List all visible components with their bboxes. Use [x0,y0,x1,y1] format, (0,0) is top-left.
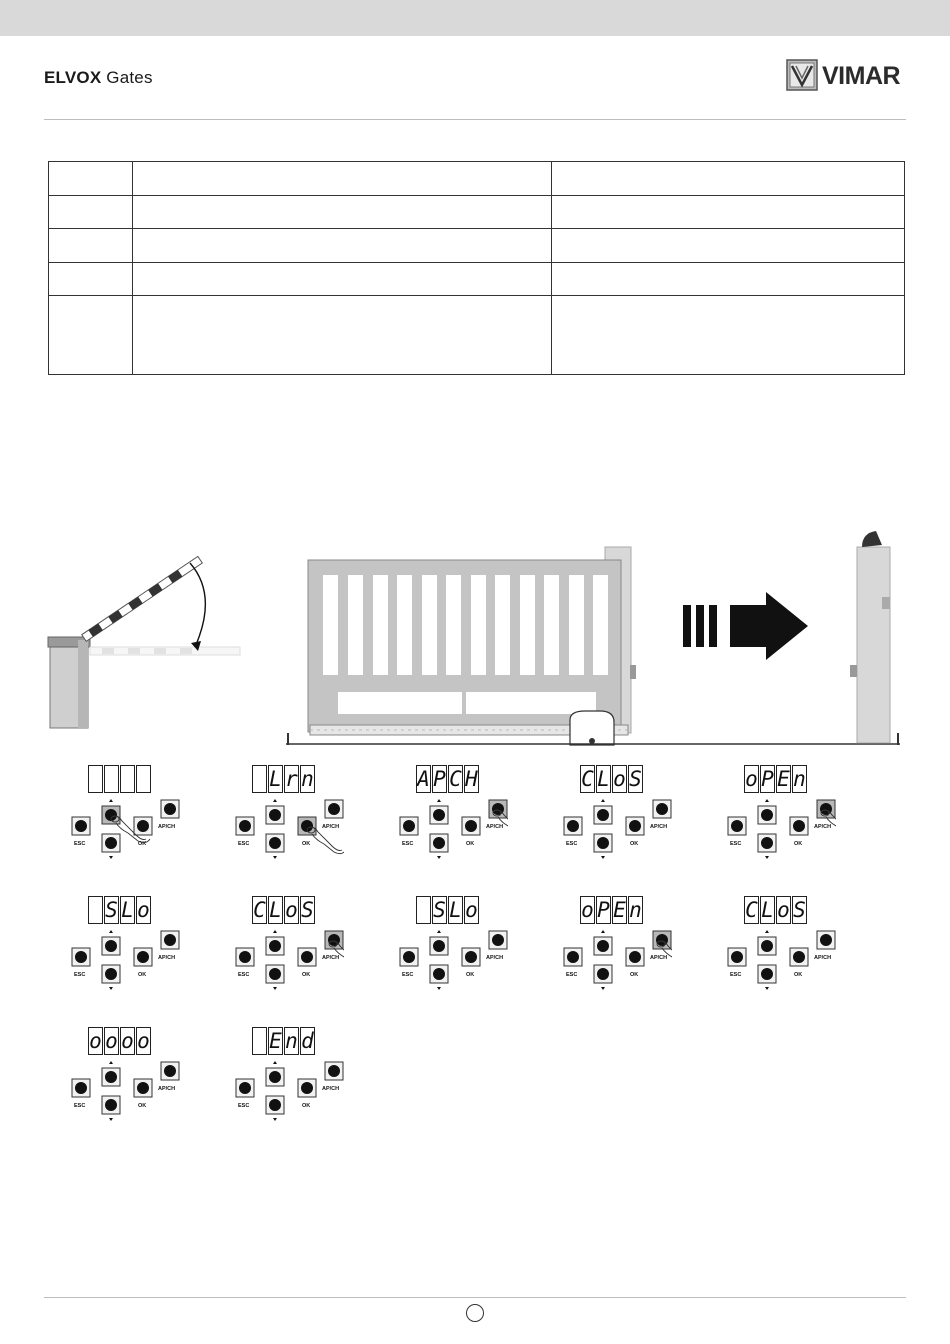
arrow-up-icon [601,799,605,802]
apch-label: AP/CH [322,955,340,961]
seven-segment-display [416,896,480,924]
table-cell [552,263,905,296]
display-digit: o [89,1029,102,1053]
display-digit: E [613,898,626,922]
arrow-down-icon [109,1118,113,1121]
ok-button[interactable] [462,948,480,966]
display-digit: o [465,898,478,922]
down-button[interactable] [430,965,448,983]
esc-label: ESC [238,972,250,978]
up-button[interactable] [758,806,776,824]
display-digit [136,765,151,793]
seven-segment-display [744,896,808,924]
down-button[interactable] [102,834,120,852]
keypad-step-5 [696,765,836,875]
display-digit [252,1027,267,1055]
ok-button[interactable] [134,948,152,966]
down-button[interactable] [266,1096,284,1114]
display-digit: o [285,898,298,922]
ok-label: OK [794,972,803,978]
keypad-step-10 [696,896,836,1006]
display-digit: S [433,898,446,922]
apch-button[interactable] [161,931,179,949]
keypad-step-9 [532,896,672,1006]
keypad-buttons [696,799,836,875]
display-digit: P [597,898,610,922]
display-digit: o [137,898,150,922]
ok-label: OK [138,841,147,847]
ok-label: OK [302,841,311,847]
display-digit: o [105,1029,118,1053]
table-row [49,229,905,263]
keypad-buttons [204,1061,344,1137]
display-digit: o [137,1029,150,1053]
down-button[interactable] [102,1096,120,1114]
esc-button[interactable] [400,817,418,835]
display-digit [252,765,267,793]
ok-button[interactable] [298,1079,316,1097]
ok-label: OK [302,1103,311,1109]
keypad-buttons [368,799,508,875]
display-digit: L [761,898,774,922]
keypad-step-4 [532,765,672,875]
display-digit: S [105,898,118,922]
up-button[interactable] [266,806,284,824]
display-digit: S [629,767,642,791]
table-cell [49,263,133,296]
seven-segment-display [252,765,316,793]
keypad-step-12 [204,1027,344,1137]
seven-segment-display [88,765,152,793]
ok-label: OK [138,972,147,978]
display-digit [104,765,119,793]
table-cell [132,196,552,229]
keypad-buttons [532,799,672,875]
display-digit: o [613,767,626,791]
table-cell [132,296,552,375]
arrow-up-icon [273,799,277,802]
apch-button[interactable] [325,1062,343,1080]
table-cell [132,229,552,263]
display-digit: L [269,767,282,791]
display-digit: E [269,1029,282,1053]
ok-button[interactable] [626,817,644,835]
keypad-buttons [40,930,180,1006]
brand-bold: ELVOX [44,68,102,87]
ok-button[interactable] [626,948,644,966]
ok-label: OK [630,972,639,978]
display-digit: o [121,1029,134,1053]
apch-label: AP/CH [486,824,504,830]
apch-button[interactable] [653,800,671,818]
seven-segment-display [744,765,808,793]
gate-installation-illustration [40,525,920,750]
down-button[interactable] [594,834,612,852]
apch-button[interactable] [817,931,835,949]
esc-button[interactable] [728,948,746,966]
sliding-gate-icon [286,547,900,745]
arrow-up-icon [109,799,113,802]
esc-label: ESC [402,972,414,978]
apch-label: AP/CH [814,955,832,961]
page-number-circle [466,1304,484,1322]
up-button[interactable] [102,1068,120,1086]
arrow-right-icon [683,592,808,660]
display-digit: o [777,898,790,922]
top-bar [0,0,950,36]
arrow-up-icon [765,930,769,933]
seven-segment-display [252,896,316,924]
table-row [49,162,905,196]
ok-label: OK [466,972,475,978]
keypad-buttons [368,930,508,1006]
display-digit: r [285,767,298,791]
apch-label: AP/CH [650,824,668,830]
down-button[interactable] [102,965,120,983]
keypad-step-6 [40,896,180,1006]
display-digit: n [285,1029,298,1053]
display-digit [120,765,135,793]
apch-label: AP/CH [158,1086,176,1092]
arrow-down-icon [109,856,113,859]
down-button[interactable] [758,965,776,983]
table-cell [132,162,552,196]
display-digit: L [269,898,282,922]
display-digit: n [793,767,806,791]
seven-segment-display [252,1027,316,1055]
seven-segment-display [88,1027,152,1055]
keypad-step-3 [368,765,508,875]
display-digit: C [581,767,594,791]
down-button[interactable] [266,834,284,852]
keypad-step-11 [40,1027,180,1137]
arrow-up-icon [109,930,113,933]
vimar-wordmark: VIMAR [822,62,901,90]
table-cell [552,229,905,263]
vimar-logo [786,59,908,91]
footer-divider [44,1297,906,1298]
apch-button[interactable] [161,800,179,818]
apch-label: AP/CH [158,824,176,830]
apch-label: AP/CH [322,1086,340,1092]
esc-button[interactable] [236,817,254,835]
display-digit: S [301,898,314,922]
keypad-step-8 [368,896,508,1006]
table-cell [49,196,133,229]
table-cell [552,296,905,375]
arrow-down-icon [273,856,277,859]
display-digit: L [597,767,610,791]
table-cell [552,196,905,229]
display-digit: H [465,767,478,791]
barrier-icon [48,556,240,728]
table-cell [49,229,133,263]
ok-button[interactable] [134,817,152,835]
arrow-down-icon [601,987,605,990]
apch-label: AP/CH [158,955,176,961]
esc-button[interactable] [400,948,418,966]
arrow-down-icon [109,987,113,990]
arrow-down-icon [273,1118,277,1121]
up-button[interactable] [266,1068,284,1086]
display-digit: d [301,1029,314,1053]
apch-button[interactable] [489,931,507,949]
brand-light: Gates [101,68,153,87]
esc-button[interactable] [564,948,582,966]
esc-label: ESC [402,841,414,847]
table-cell [49,296,133,375]
arrow-down-icon [437,987,441,990]
esc-button[interactable] [236,948,254,966]
apch-button[interactable] [161,1062,179,1080]
esc-label: ESC [566,841,578,847]
arrow-up-icon [273,1061,277,1064]
up-button[interactable] [594,806,612,824]
display-digit: A [417,767,430,791]
down-button[interactable] [266,965,284,983]
empty-table [48,161,905,375]
esc-label: ESC [730,841,742,847]
up-button[interactable] [594,937,612,955]
keypad-buttons [204,799,344,875]
arrow-down-icon [437,856,441,859]
table-row [49,296,905,375]
arrow-up-icon [437,799,441,802]
display-digit: C [253,898,266,922]
elvox-gates-brand [44,68,153,88]
display-digit: n [629,898,642,922]
ok-button[interactable] [462,817,480,835]
esc-button[interactable] [72,1079,90,1097]
esc-label: ESC [74,972,86,978]
arrow-down-icon [765,987,769,990]
apch-label: AP/CH [650,955,668,961]
display-digit: C [449,767,462,791]
ok-label: OK [302,972,311,978]
esc-label: ESC [74,841,86,847]
display-digit [416,896,431,924]
table-row [49,196,905,229]
display-digit: E [777,767,790,791]
arrow-up-icon [437,930,441,933]
display-digit: o [745,767,758,791]
ok-label: OK [138,1103,147,1109]
keypad-buttons [40,1061,180,1137]
display-digit: L [121,898,134,922]
seven-segment-display [580,896,644,924]
esc-button[interactable] [72,948,90,966]
seven-segment-display [416,765,480,793]
down-button[interactable] [430,834,448,852]
esc-button[interactable] [236,1079,254,1097]
display-digit [88,896,103,924]
vimar-shield-icon [786,59,818,91]
arrow-down-icon [273,987,277,990]
post-lamp-icon [850,531,890,743]
table-row [49,263,905,296]
esc-button[interactable] [72,817,90,835]
ok-button[interactable] [790,817,808,835]
display-digit: P [433,767,446,791]
keypad-step-7 [204,896,344,1006]
header-divider [44,119,906,120]
table-cell [132,263,552,296]
esc-label: ESC [238,1103,250,1109]
keypad-step-1 [40,765,180,875]
up-button[interactable] [102,937,120,955]
apch-label: AP/CH [486,955,504,961]
esc-label: ESC [238,841,250,847]
esc-label: ESC [566,972,578,978]
down-button[interactable] [758,834,776,852]
seven-segment-display [580,765,644,793]
apch-button[interactable] [325,800,343,818]
apch-label: AP/CH [322,824,340,830]
seven-segment-display [88,896,152,924]
ok-button[interactable] [790,948,808,966]
keypad-buttons [40,799,180,875]
keypad-buttons [696,930,836,1006]
arrow-up-icon [109,1061,113,1064]
keypad-step-2 [204,765,344,875]
display-digit: L [449,898,462,922]
apch-label: AP/CH [814,824,832,830]
ok-button[interactable] [134,1079,152,1097]
up-button[interactable] [266,937,284,955]
display-digit: C [745,898,758,922]
display-digit: P [761,767,774,791]
esc-label: ESC [74,1103,86,1109]
up-button[interactable] [430,937,448,955]
display-digit: n [301,767,314,791]
esc-button[interactable] [564,817,582,835]
arrow-up-icon [273,930,277,933]
arrow-down-icon [601,856,605,859]
ok-button[interactable] [298,948,316,966]
up-button[interactable] [758,937,776,955]
table-cell [552,162,905,196]
ok-label: OK [794,841,803,847]
arrow-up-icon [601,930,605,933]
display-digit: o [581,898,594,922]
esc-label: ESC [730,972,742,978]
esc-button[interactable] [728,817,746,835]
display-digit [88,765,103,793]
arrow-down-icon [765,856,769,859]
table-cell [49,162,133,196]
arrow-up-icon [765,799,769,802]
down-button[interactable] [594,965,612,983]
keypad-buttons [532,930,672,1006]
up-button[interactable] [430,806,448,824]
keypad-buttons [204,930,344,1006]
ok-label: OK [630,841,639,847]
ok-label: OK [466,841,475,847]
display-digit: S [793,898,806,922]
